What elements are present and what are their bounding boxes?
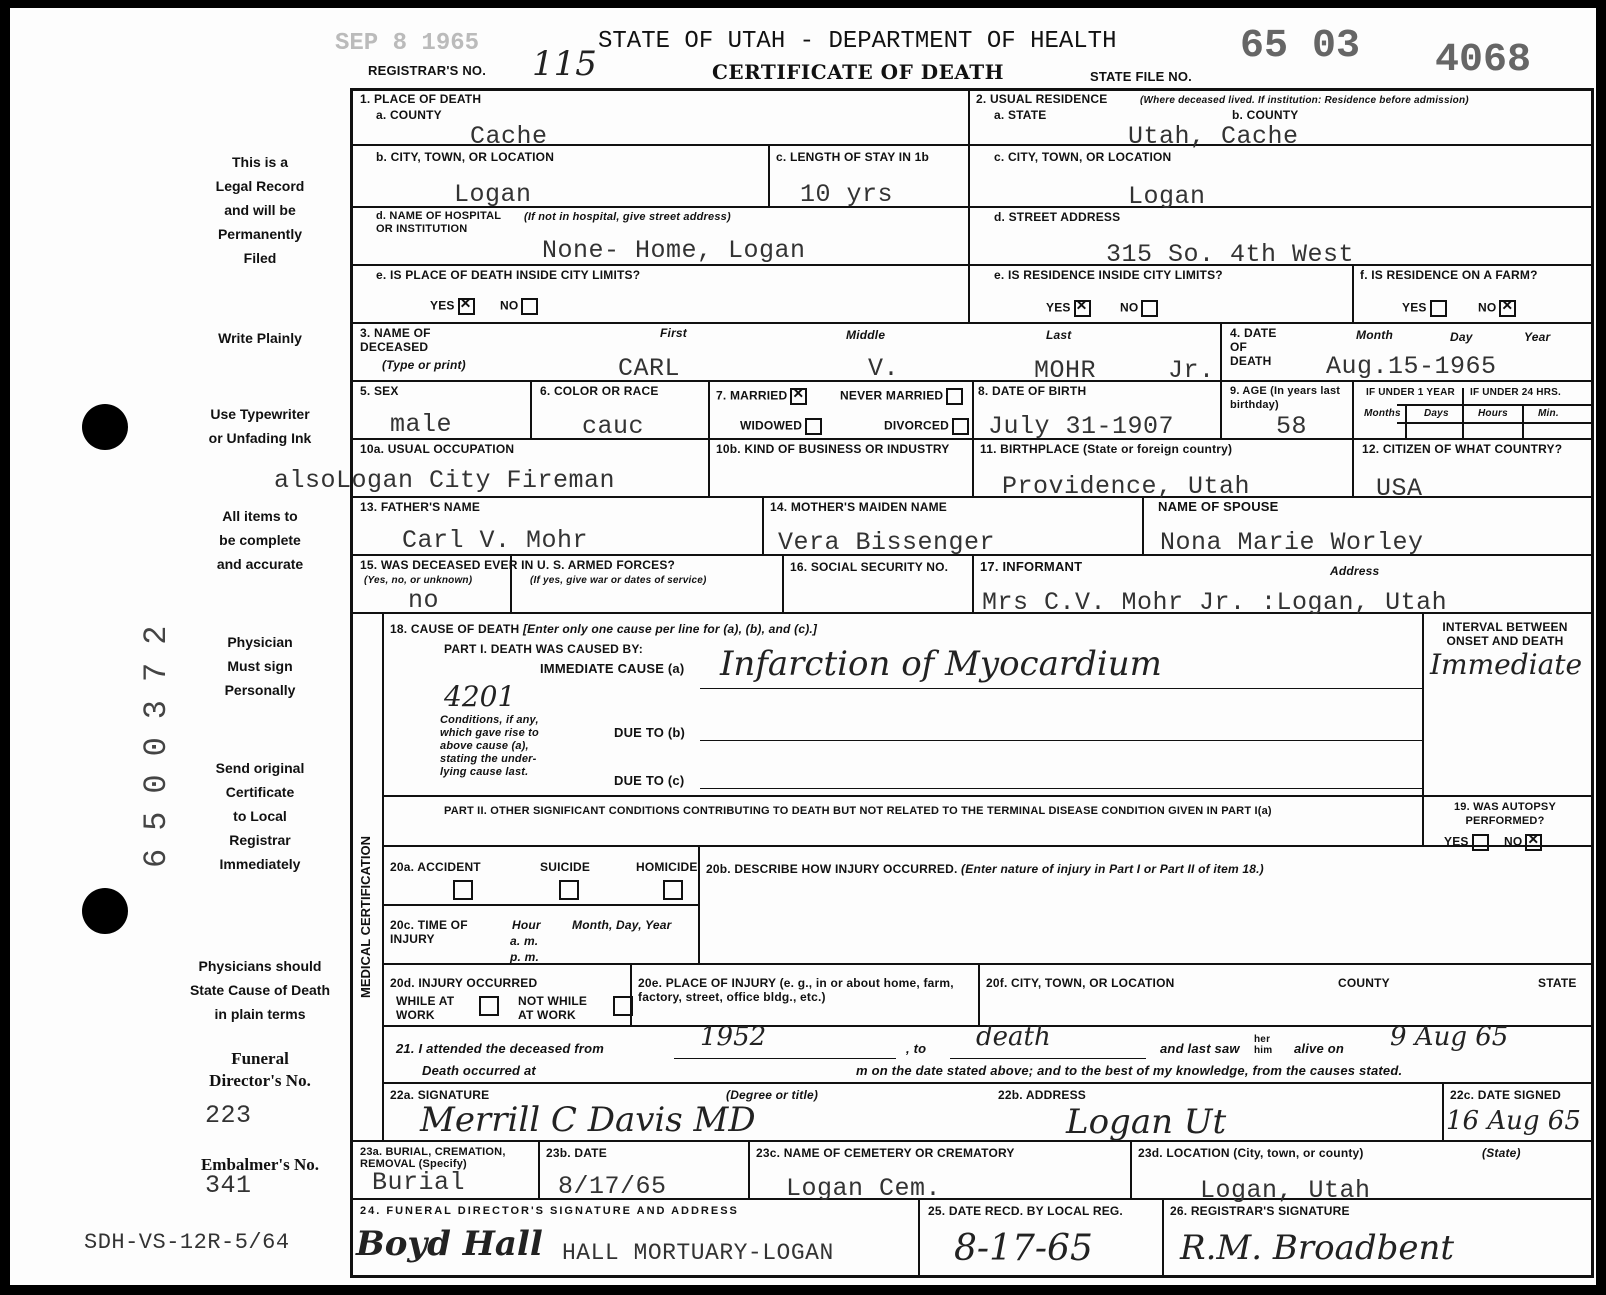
cemetery-location-value: Logan, Utah [1200, 1176, 1371, 1205]
attended-from-value: 1952 [700, 1022, 767, 1052]
name-of-deceased-label: 3. NAME OF DECEASED [360, 326, 431, 354]
last-label: Last [1046, 328, 1072, 342]
street-address-value: 315 So. 4th West [1106, 240, 1355, 269]
attended-to-value: death [976, 1022, 1051, 1052]
suffix-value: Jr. [1168, 356, 1215, 385]
race-label: 6. COLOR OR RACE [540, 384, 659, 398]
degree-label: (Degree or title) [726, 1088, 819, 1102]
first-name-value: CARL [618, 354, 681, 383]
length-of-stay-value: 10 yrs [800, 180, 894, 209]
while-at-work-label: WHILE AT WORK [396, 994, 455, 1022]
inside-city-limits-label: e. IS PLACE OF DEATH INSIDE CITY LIMITS? [376, 268, 641, 282]
death-city-yes[interactable]: YES✕ [430, 298, 475, 315]
death-city-yes-checkbox[interactable] [458, 298, 475, 315]
punch-hole-bottom [82, 888, 128, 934]
date-of-birth-label: 8. DATE OF BIRTH [978, 384, 1087, 398]
suicide-checkbox[interactable] [559, 880, 579, 900]
residence-state-label: a. STATE [994, 108, 1047, 122]
funeral-director-address: HALL MORTUARY-LOGAN [562, 1240, 834, 1266]
cemetery-value: Logan Cem. [786, 1174, 942, 1203]
street-address-label: d. STREET ADDRESS [994, 210, 1121, 224]
autopsy-label: 19. WAS AUTOPSY PERFORMED? [1453, 801, 1557, 827]
autopsy-yes-checkbox[interactable] [1472, 834, 1489, 851]
state-file-label: STATE FILE NO. [1090, 69, 1192, 84]
city-value: Logan [454, 180, 532, 209]
injury-county-label: COUNTY [1338, 976, 1390, 990]
am-label: a. m. [510, 934, 539, 948]
last-saw-label: and last saw [1160, 1041, 1240, 1056]
day-label: Day [1450, 330, 1473, 344]
divorced-option[interactable]: DIVORCED [884, 418, 969, 435]
registrar-number: 115 [532, 44, 597, 84]
married-checkbox[interactable] [790, 388, 807, 405]
residence-city-no-checkbox[interactable] [1141, 300, 1158, 317]
widowed-option[interactable]: WIDOWED [740, 418, 822, 435]
injury-occurred-label: 20d. INJURY OCCURRED [390, 976, 538, 990]
days-label: Days [1424, 408, 1449, 419]
armed-forces-note-b: (If yes, give war or dates of service) [530, 575, 707, 586]
residence-city-yes[interactable]: YES✕ [1046, 300, 1091, 317]
residence-city-yes-checkbox[interactable] [1074, 300, 1091, 317]
hospital-value: None- Home, Logan [542, 236, 806, 265]
cause-of-death-label: 18. CAUSE OF DEATH [Enter only one cause per line for (a), (b), and (c).] [390, 622, 818, 636]
never-married-checkbox[interactable] [946, 388, 963, 405]
not-while-at-work-label: NOT WHILE AT WORK [518, 994, 588, 1022]
accident-label: 20a. ACCIDENT [390, 860, 481, 874]
residence-city-value: Logan [1128, 182, 1206, 211]
autopsy-no[interactable]: NO✕ [1504, 834, 1542, 851]
usual-residence-note: (Where deceased lived. If institution: Residence before admission) [1140, 95, 1469, 106]
accident-checkbox[interactable] [453, 880, 473, 900]
farm-no-checkbox[interactable] [1499, 300, 1516, 317]
time-of-injury-label: 20c. TIME OF INJURY [390, 918, 468, 946]
informant-address-label: Address [1330, 564, 1380, 578]
hours-label: Hours [1478, 408, 1508, 419]
year-label: Year [1524, 330, 1551, 344]
father-value: Carl V. Mohr [402, 526, 589, 555]
date-of-birth-value: July 31-1907 [988, 412, 1175, 441]
spouse-value: Nona Marie Worley [1160, 528, 1424, 557]
hour-label: Hour [512, 918, 541, 932]
funeral-director-signature: Boyd Hall [356, 1224, 543, 1264]
hospital-label: d. NAME OF HOSPITAL OR INSTITUTION [376, 210, 502, 235]
death-city-no[interactable]: NO [500, 298, 538, 315]
cemetery-state-label: (State) [1482, 1146, 1521, 1160]
embalmer-label: Embalmer's No. [200, 1155, 320, 1174]
race-value: cauc [582, 412, 645, 441]
serial-number: 6500372 [138, 607, 175, 868]
part-two-label: PART II. OTHER SIGNIFICANT CONDITIONS CONTRIBUTING TO DEATH BUT NOT RELATED TO THE TERMINAL DISEASE CONDITION GIVEN IN PART I(a) [444, 805, 1272, 817]
injury-state-label: STATE [1538, 976, 1577, 990]
physician-sign-note: Physician Must sign Personally [224, 634, 296, 698]
autopsy-yes[interactable]: YES [1444, 834, 1489, 851]
to-label: , to [906, 1041, 927, 1056]
immediate-cause-value: Infarction of Myocardium [720, 644, 1162, 684]
farm-yes[interactable]: YES [1402, 300, 1447, 317]
state-file-number-b: 4068 [1435, 38, 1532, 83]
armed-forces-value: no [408, 586, 440, 615]
date-signed-label: 22c. DATE SIGNED [1450, 1088, 1562, 1102]
armed-forces-label: 15. WAS DECEASED EVER IN U. S. ARMED FORCES? [360, 558, 676, 572]
homicide-label: HOMICIDE [636, 860, 698, 874]
residence-state-county-value: Utah, Cache [1128, 122, 1299, 151]
death-certificate [10, 8, 1596, 1285]
armed-forces-note-a: (Yes, no, or unknown) [364, 575, 473, 586]
physician-signature: Merrill C Davis MD [420, 1100, 756, 1140]
length-of-stay-label: c. LENGTH OF STAY IN 1b [776, 150, 930, 164]
citizen-label: 12. CITIZEN OF WHAT COUNTRY? [1362, 442, 1563, 456]
county-value: Cache [470, 122, 548, 151]
married-option[interactable]: 7. MARRIED✕ [716, 388, 807, 405]
legal-record-note: This is a Legal Record and will be Permanently Filed [215, 154, 305, 266]
her-him-label: her him [1254, 1034, 1273, 1056]
embalmer-number: 341 [205, 1171, 252, 1200]
farm-yes-checkbox[interactable] [1430, 300, 1447, 317]
cemetery-location-label: 23d. LOCATION (City, town, or county) [1138, 1146, 1364, 1160]
spouse-label: NAME OF SPOUSE [1158, 499, 1279, 514]
place-of-death-label: 1. PLACE OF DEATH [360, 92, 482, 106]
complete-note: All items to be complete and accurate [216, 508, 304, 572]
occupation-value: alsoLogan City Fireman [274, 466, 616, 495]
physicians-should-note: Physicians should State Cause of Death in plain terms [189, 958, 331, 1022]
form-number: SDH-VS-12R-5/64 [84, 1230, 290, 1255]
last-saw-value: 9 Aug 65 [1390, 1022, 1509, 1052]
occupation-label: 10a. USUAL OCCUPATION [360, 442, 515, 456]
date-signed-value: 16 Aug 65 [1446, 1106, 1581, 1136]
pm-label: p. m. [510, 950, 540, 964]
disposition-value: Burial [372, 1168, 466, 1197]
death-city-no-checkbox[interactable] [521, 298, 538, 315]
residence-city-label: c. CITY, TOWN, OR LOCATION [994, 150, 1172, 164]
mother-label: 14. MOTHER'S MAIDEN NAME [770, 500, 948, 514]
burial-date-label: 23b. DATE [546, 1146, 607, 1160]
interval-value: Immediate [1430, 648, 1583, 681]
registrar-label: REGISTRAR'S NO. [368, 63, 487, 78]
under-1-year-label: IF UNDER 1 YEAR [1366, 387, 1455, 398]
usual-residence-label: 2. USUAL RESIDENCE [976, 92, 1108, 106]
registrar-signature-label: 26. REGISTRAR'S SIGNATURE [1170, 1204, 1350, 1218]
injury-description-label: 20b. DESCRIBE HOW INJURY OCCURRED. (Enter nature of injury in Part I or Part II of item 18.) [706, 862, 1264, 876]
certificate-title: CERTIFICATE OF DEATH [712, 60, 1005, 84]
first-label: First [660, 326, 688, 340]
while-at-work-checkbox[interactable] [479, 996, 499, 1016]
place-of-injury-label: 20e. PLACE OF INJURY (e. g., in or about home, farm, factory, street, office bldg., etc.) [638, 976, 954, 1004]
birthplace-value: Providence, Utah [1002, 472, 1251, 501]
informant-label: 17. INFORMANT [980, 559, 1083, 574]
immediate-cause-label: IMMEDIATE CAUSE (a) [540, 661, 685, 676]
funeral-director-number: 223 [205, 1101, 252, 1130]
farm-no[interactable]: NO✕ [1478, 300, 1516, 317]
medical-certification-label: MEDICAL CERTIFICATION [358, 835, 373, 998]
typewriter-note: Use Typewriter or Unfading Ink [208, 406, 312, 446]
hospital-note: (If not in hospital, give street address) [524, 211, 731, 223]
burial-date-value: 8/17/65 [558, 1172, 667, 1201]
cemetery-label: 23c. NAME OF CEMETERY OR CREMATORY [756, 1146, 1015, 1160]
last-name-value: MOHR [1034, 356, 1097, 385]
homicide-checkbox[interactable] [663, 880, 683, 900]
min-label: Min. [1538, 408, 1559, 419]
informant-value: Mrs C.V. Mohr Jr. :Logan, Utah [982, 588, 1448, 617]
business-label: 10b. KIND OF BUSINESS OR INDUSTRY [716, 442, 950, 456]
registrar-signature: R.M. Broadbent [1180, 1228, 1455, 1268]
physician-address-value: Logan Ut [1066, 1102, 1227, 1142]
father-label: 13. FATHER'S NAME [360, 500, 481, 514]
funeral-director-label: Funeral Director's No. [209, 1049, 311, 1090]
physician-address-label: 22b. ADDRESS [998, 1088, 1086, 1102]
death-occurred-at-label: Death occurred at [422, 1063, 536, 1078]
signature-label: 22a. SIGNATURE [390, 1088, 490, 1102]
funeral-director-signature-label: 24. FUNERAL DIRECTOR'S SIGNATURE AND ADDRESS [360, 1205, 739, 1217]
disposition-label: 23a. BURIAL, CREMATION, REMOVAL (Specify) [360, 1146, 506, 1170]
residence-county-label: b. COUNTY [1232, 108, 1299, 122]
conditions-label: Conditions, if any, which gave rise to above cause (a), stating the under- lying cause last. [440, 714, 539, 778]
punch-hole-top [82, 404, 128, 450]
received-date-stamp: SEP 8 1965 [335, 30, 480, 57]
month-day-year-label: Month, Day, Year [572, 918, 672, 932]
age-label: 9. AGE (In years last birthday) [1230, 385, 1341, 411]
county-label: a. COUNTY [376, 108, 442, 122]
month-label: Month [1356, 328, 1393, 342]
mother-value: Vera Bissenger [778, 528, 996, 557]
never-married-option[interactable]: NEVER MARRIED [840, 388, 963, 405]
middle-name-value: V. [868, 354, 900, 383]
date-stated-label: m on the date stated above; and to the best of my knowledge, from the causes stated. [856, 1063, 1403, 1078]
divorced-checkbox[interactable] [952, 418, 969, 435]
city-label: b. CITY, TOWN, OR LOCATION [376, 150, 555, 164]
attended-from-label: 21. I attended the deceased from [396, 1041, 604, 1056]
part-one-label: PART I. DEATH WAS CAUSED BY: [444, 642, 643, 656]
widowed-checkbox[interactable] [805, 418, 822, 435]
months-label: Months [1364, 408, 1401, 419]
not-while-at-work-checkbox[interactable] [613, 996, 633, 1016]
state-file-number-a: 65 03 [1240, 24, 1361, 69]
middle-label: Middle [846, 328, 886, 342]
date-received-label: 25. DATE RECD. BY LOCAL REG. [928, 1204, 1123, 1218]
social-security-label: 16. SOCIAL SECURITY NO. [790, 560, 949, 574]
injury-city-label: 20f. CITY, TOWN, OR LOCATION [986, 976, 1175, 990]
send-original-note: Send original Certificate to Local Registrar Immediately [215, 760, 305, 872]
alive-on-label: alive on [1294, 1041, 1345, 1056]
department-title: STATE OF UTAH - DEPARTMENT OF HEALTH [598, 28, 1117, 55]
age-value: 58 [1276, 412, 1308, 441]
date-of-death-value: Aug.15-1965 [1326, 352, 1497, 381]
birthplace-label: 11. BIRTHPLACE (State or foreign country) [980, 442, 1233, 456]
cause-code: 4201 [444, 680, 516, 713]
farm-label: f. IS RESIDENCE ON A FARM? [1360, 268, 1538, 282]
write-plainly-note: Write Plainly [218, 330, 302, 346]
interval-label: INTERVAL BETWEEN ONSET AND DEATH [1442, 620, 1568, 648]
due-to-c-label: DUE TO (c) [614, 773, 685, 788]
residence-city-no[interactable]: NO [1120, 300, 1158, 317]
sex-label: 5. SEX [360, 384, 399, 398]
under-24-hrs-label: IF UNDER 24 HRS. [1470, 387, 1561, 398]
citizen-value: USA [1376, 474, 1423, 503]
date-of-death-label: 4. DATE OF DEATH [1230, 326, 1277, 368]
sex-value: male [390, 410, 453, 439]
type-or-print-note: (Type or print) [382, 358, 466, 372]
due-to-b-label: DUE TO (b) [614, 725, 686, 740]
suicide-label: SUICIDE [540, 860, 591, 874]
residence-city-limits-label: e. IS RESIDENCE INSIDE CITY LIMITS? [994, 268, 1223, 282]
date-received-value: 8-17-65 [954, 1228, 1093, 1269]
autopsy-no-checkbox[interactable] [1525, 834, 1542, 851]
